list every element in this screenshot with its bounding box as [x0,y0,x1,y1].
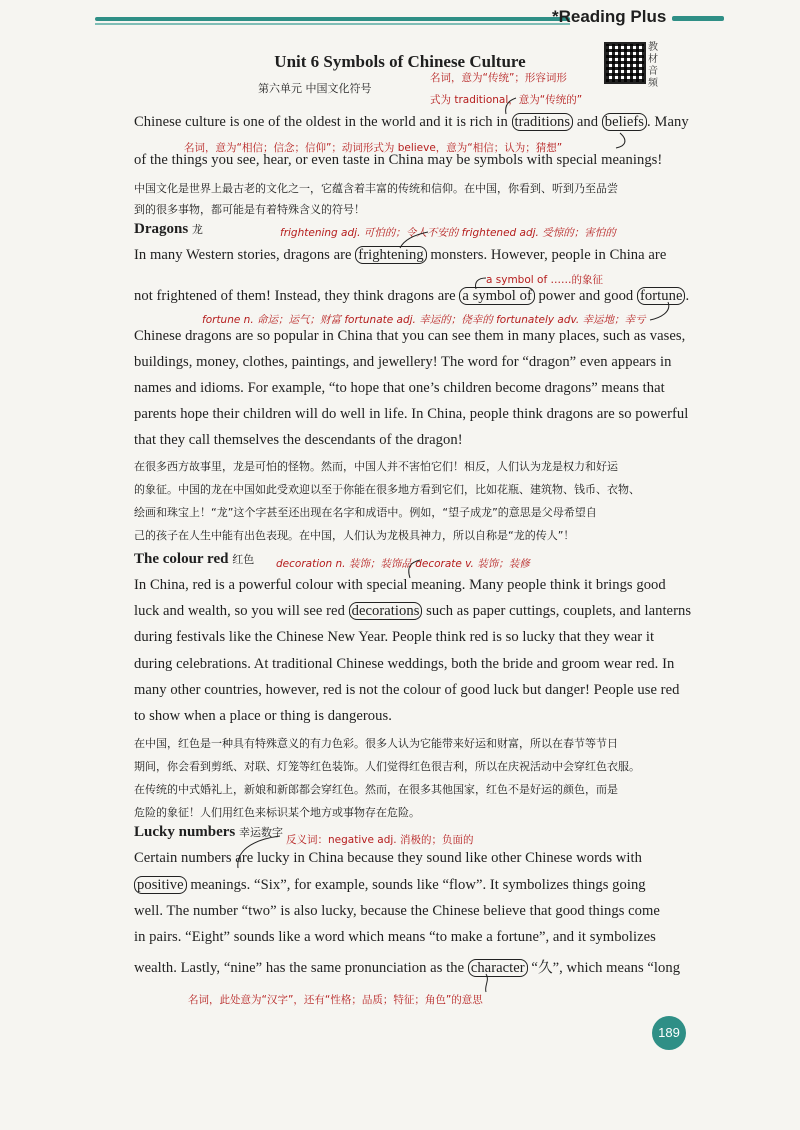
dragons-translation-2: 的象征。中国的龙在中国如此受欢迎以至于你能在很多地方看到它们，比如花瓶、建筑物、钱币、衣物、 [134,483,640,496]
annotation-traditions-2: 式为 traditional，意为“传统的” [430,94,583,106]
word-positive: positive [134,876,187,894]
numbers-line-1: Certain numbers are lucky in China because they sound like other Chinese words with [134,850,642,866]
numbers-line-4: in pairs. “Eight” sounds like a word which means “to make a fortune”, and it symbolizes [134,929,656,945]
word-a-symbol-of: a symbol of [459,287,534,305]
annotation-frightening: frightening adj. 可怕的；令人不安的 frightened adj. 受惊的；害怕的 [280,227,616,239]
heading-lucky-numbers: Lucky numbers 幸运数字 [134,824,284,840]
annotation-character: 名词，此处意为“汉字”，还有“性格；品质；特征；角色”的意思 [188,994,483,1006]
annotation-symbol-of: a symbol of ……的象征 [486,274,603,286]
qr-code-icon[interactable] [604,42,646,84]
dragons-line-7: that they call themselves the descendants of the dragon! [134,432,463,448]
word-decorations: decorations [349,602,423,620]
numbers-line-5: wealth. Lastly, “nine” has the same pronunciation as the character “久”, which means “long [134,960,681,976]
annotation-decoration: decoration n. 装饰；装饰品 decorate v. 装饰；装修 [276,558,530,570]
header-rule [95,17,570,21]
red-line-5: many other countries, however, red is not the colour of good luck but danger! People use red [134,682,680,698]
red-line-6: to show when a place or thing is dangerous. [134,708,392,724]
dragons-line-4: buildings, money, clothes, paintings, and jewellery! The word for “dragon” even appears in [134,354,672,370]
word-character: character [468,959,528,977]
annotation-beliefs: 名词，意为“相信；信念；信仰”；动词形式为 believe，意为“相信；认为；猜想” [184,142,563,154]
red-translation-3: 在传统的中式婚礼上，新娘和新郎都会穿红色。然而，在很多其他国家，红色不是好运的颜色，而是 [134,783,618,796]
numbers-line-2: positive meanings. “Six”, for example, sounds like “flow”. It symbolizes things going [134,877,646,894]
heading-dragons: Dragons 龙 [134,221,203,237]
dragons-line-5: names and idioms. For example, “to hope that one’s children become dragons” means that [134,380,665,396]
dragons-translation-3: 绘画和珠宝上！“龙”这个字甚至还出现在名字和成语中。例如，“望子成龙”的意思是父母希望自 [134,506,597,519]
dragons-line-6: parents hope their children will do well in life. In China, people think dragons are so powerful [134,406,689,422]
intro-translation-2: 到的很多事物，都可能是有着特殊含义的符号！ [134,203,365,216]
header-rule-thin [95,23,570,25]
dragons-line-3: Chinese dragons are so popular in China that you can see them in many places, such as vases, [134,328,686,344]
red-line-3: during festivals like the Chinese New Year. People think red is so lucky that they wear it [134,629,655,645]
heading-colour-red: The colour red 红色 [134,551,255,567]
dragons-line-2: not frightened of them! Instead, they think dragons are a symbol of power and good fortune . [134,288,690,304]
red-translation-1: 在中国，红色是一种具有特殊意义的有力色彩。很多人认为它能带来好运和财富，所以在春节等节日 [134,737,618,750]
annotation-fortune: fortune n. 命运；运气；财富 fortunate adj. 幸运的；侥幸的 fortunately adv. 幸运地；幸亏 [202,314,646,326]
red-line-2: luck and wealth, so you will see red decorations such as paper cuttings, couplets, and lanterns [134,603,692,619]
intro-line-1: Chinese culture is one of the oldest in the world and it is rich in traditions and beliefs . Many [134,114,689,130]
red-translation-4: 危险的象征！人们用红色来标识某个地方或事物存在危险。 [134,806,420,819]
annotation-stroke-beliefs [616,133,625,148]
unit-title: Unit 6 Symbols of Chinese Culture [274,52,526,71]
annotation-traditions-1: 名词，意为“传统”；形容词形 [430,72,567,84]
dragons-translation-1: 在很多西方故事里，龙是可怕的怪物。然而，中国人并不害怕它们！相反，人们认为龙是权力和好运 [134,460,618,473]
unit-subtitle: 第六单元 中国文化符号 [258,82,372,95]
word-frightening: frightening [355,246,426,264]
red-translation-2: 期间，你会看到剪纸、对联、灯笼等红色装饰。人们觉得红色很吉利，所以在庆祝活动中会穿红色衣服。 [134,760,640,773]
qr-label: 教材音频 [648,42,658,89]
header-rule-tail [672,16,724,21]
word-traditions: traditions [512,113,574,131]
dragons-line-1: In many Western stories, dragons are frightening monsters. However, people in China are [134,247,667,263]
numbers-line-3: well. The number “two” is also lucky, because the Chinese believe that good things come [134,903,660,919]
intro-translation-1: 中国文化是世界上最古老的文化之一，它蕴含着丰富的传统和信仰。在中国，你看到、听到乃至品尝 [134,182,618,195]
red-line-4: during celebrations. At traditional Chinese weddings, both the bride and groom wear red. In [134,656,675,672]
word-beliefs: beliefs [602,113,647,131]
red-line-1: In China, red is a powerful colour with special meaning. Many people think it brings good [134,577,666,593]
intro-line-2: of the things you see, hear, or even taste in China may be symbols with special meanings! [134,152,663,168]
section-title: *Reading Plus [552,7,667,26]
page-number: 189 [652,1016,686,1050]
word-fortune: fortune [637,287,686,305]
dragons-translation-4: 己的孩子在人生中能有出色表现。在中国，人们认为龙极具神力，所以自称是“龙的传人”！ [134,529,575,542]
annotation-positive: 反义词：negative adj. 消极的；负面的 [286,834,474,846]
